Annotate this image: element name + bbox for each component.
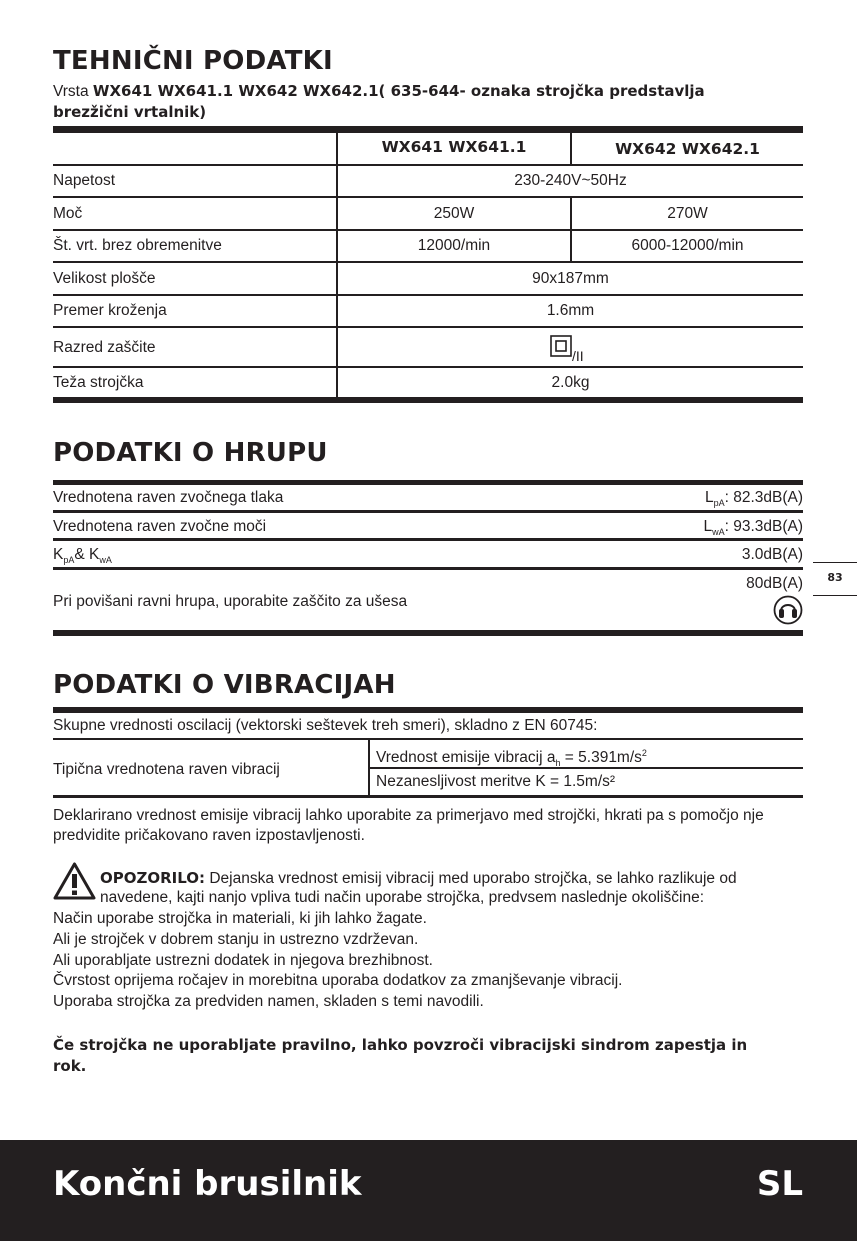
sym-l: L (703, 518, 713, 535)
row-divider (53, 229, 803, 231)
pressure-value: : 82.3dB(A) (724, 489, 803, 506)
warning-label: OPOZORILO: (100, 869, 206, 887)
power-value: : 93.3dB(A) (724, 518, 803, 535)
protection-class-text: /II (572, 348, 584, 364)
value-voltage: 230-240V~50Hz (514, 172, 627, 189)
value-power-wx642: 270W (667, 205, 708, 222)
warning-line-1 (100, 868, 737, 889)
row-label-voltage: Napetost (53, 172, 116, 189)
row-label-pad-size: Velikost plošče (53, 270, 156, 287)
type-line-2: brezžični vrtalnik) (53, 103, 207, 121)
sym-and-k: & K (74, 546, 100, 563)
value-orbit: 1.6mm (546, 302, 595, 319)
tech-table-top-rule (53, 126, 803, 133)
type-label: Vrsta (53, 83, 89, 100)
warning-text: Dejanska vrednost emisij vibracij med uporabo strojčka, se lahko razlikuje od (205, 870, 737, 887)
row-divider (53, 366, 803, 368)
row-divider (53, 326, 803, 328)
vibration-table-top-rule (53, 707, 803, 713)
noise-label-pressure: Vrednotena raven zvočnega tlaka (53, 489, 284, 506)
noise-label-ear-protection: Pri povišani ravni hrupa, uporabite zaščito za ušesa (53, 593, 408, 610)
sub-wa: wA (712, 527, 725, 537)
col-header-wx641: WX641 WX641.1 (381, 138, 527, 156)
vibration-total-text: Skupne vrednosti oscilacij (vektorski seštevek treh smeri), skladno z EN 60745: (53, 717, 598, 734)
vibration-heading: PODATKI O VIBRACIJAH (53, 670, 396, 700)
noise-table-bottom-rule (53, 630, 803, 636)
value-speed-wx642: 6000-12000/min (631, 237, 744, 254)
value-protection-class (550, 335, 584, 363)
ear-protection-icon (773, 595, 803, 625)
col-divider (368, 739, 370, 795)
tech-heading: TEHNIČNI PODATKI (53, 46, 333, 76)
value-speed-wx641: 12000/min (417, 237, 491, 254)
vibration-table-bottom-rule (53, 795, 803, 798)
noise-value-uncertainty: 3.0dB(A) (741, 546, 803, 563)
noise-table-top-rule (53, 480, 803, 485)
list-item: Uporaba strojčka za predviden namen, skladen s temi navodili. (53, 993, 484, 1010)
warning-icon (53, 862, 96, 900)
final-warning-line-2: rok. (53, 1057, 87, 1075)
final-warning-line-1: Če strojčka ne uporabljate pravilno, lahko povzroči vibracijski sindrom zapestja in (53, 1036, 748, 1054)
row-divider (53, 196, 803, 198)
sub-pa: pA (63, 555, 75, 565)
row-divider (53, 261, 803, 263)
list-item: Način uporabe strojčka in materiali, ki jih lahko žagate. (53, 910, 427, 927)
warning-line-2: navedene, kajti nanjo vpliva tudi način uporabe strojčka, predvsem naslednje okoliščine: (100, 889, 705, 906)
sub-wa: wA (99, 555, 112, 565)
noise-label-power: Vrednotena raven zvočne moči (53, 518, 267, 535)
footer-language: SL (756, 1164, 803, 1204)
declared-line-1: Deklarirano vrednost emisije vibracij lahko uporabite za primerjavo med strojčki, hkrati pa s pomočjo nje (53, 807, 764, 824)
value-power-wx641: 250W (433, 205, 475, 222)
row-label-weight: Teža strojčka (53, 374, 144, 391)
list-item: Ali uporabljate ustrezni dodatek in njegova brezhibnost. (53, 952, 433, 969)
sym-k: K (53, 546, 64, 563)
sub-pa: pA (713, 498, 725, 508)
sub-h: h (555, 758, 561, 768)
row-label-speed: Št. vrt. brez obremenitve (53, 237, 222, 254)
type-models: WX641 WX641.1 WX642 WX642.1( 635-644- oznaka strojčka predstavlja (92, 82, 705, 100)
value-pad-size: 90x187mm (532, 270, 609, 287)
row-divider (53, 567, 803, 570)
noise-value-pressure (500, 488, 803, 513)
vibration-typical-label: Tipična vrednotena raven vibracij (53, 761, 280, 778)
sup-2: 2 (641, 748, 647, 758)
footer-title: Končni brusilnik (53, 1164, 362, 1204)
row-label-protection-class: Razred zaščite (53, 339, 156, 356)
sym-l: L (704, 489, 714, 506)
noise-heading: PODATKI O HRUPU (53, 438, 328, 468)
emission-text: Vrednost emisije vibracij a (376, 749, 556, 766)
double-insulation-icon (550, 335, 572, 357)
noise-value-power (500, 517, 803, 542)
row-divider (53, 164, 803, 166)
col-header-wx642: WX642 WX642.1 (615, 140, 760, 158)
row-label-orbit: Premer kroženja (53, 302, 167, 319)
row-divider (53, 294, 803, 296)
noise-value-threshold: 80dB(A) (746, 575, 803, 592)
row-label-power: Moč (53, 205, 83, 222)
tech-table-bottom-rule (53, 397, 803, 403)
emission-value: = 5.391m/s (560, 749, 642, 766)
declared-line-2: predvidite pričakovano raven izpostavljenosti. (53, 827, 365, 844)
vibration-emission (376, 743, 647, 773)
value-weight: 2.0kg (551, 374, 590, 391)
page-number: 83 (813, 562, 857, 596)
list-item: Ali je strojček v dobrem stanju in ustrezno vzdrževan. (53, 931, 419, 948)
type-line (53, 81, 705, 102)
noise-label-uncertainty (53, 545, 112, 570)
list-item: Čvrstost oprijema ročajev in morebitna uporaba dodatkov za zmanjševanje vibracij. (53, 972, 623, 989)
vibration-uncertainty: Nezanesljivost meritve K = 1.5m/s² (376, 773, 616, 790)
row-divider (53, 738, 803, 740)
